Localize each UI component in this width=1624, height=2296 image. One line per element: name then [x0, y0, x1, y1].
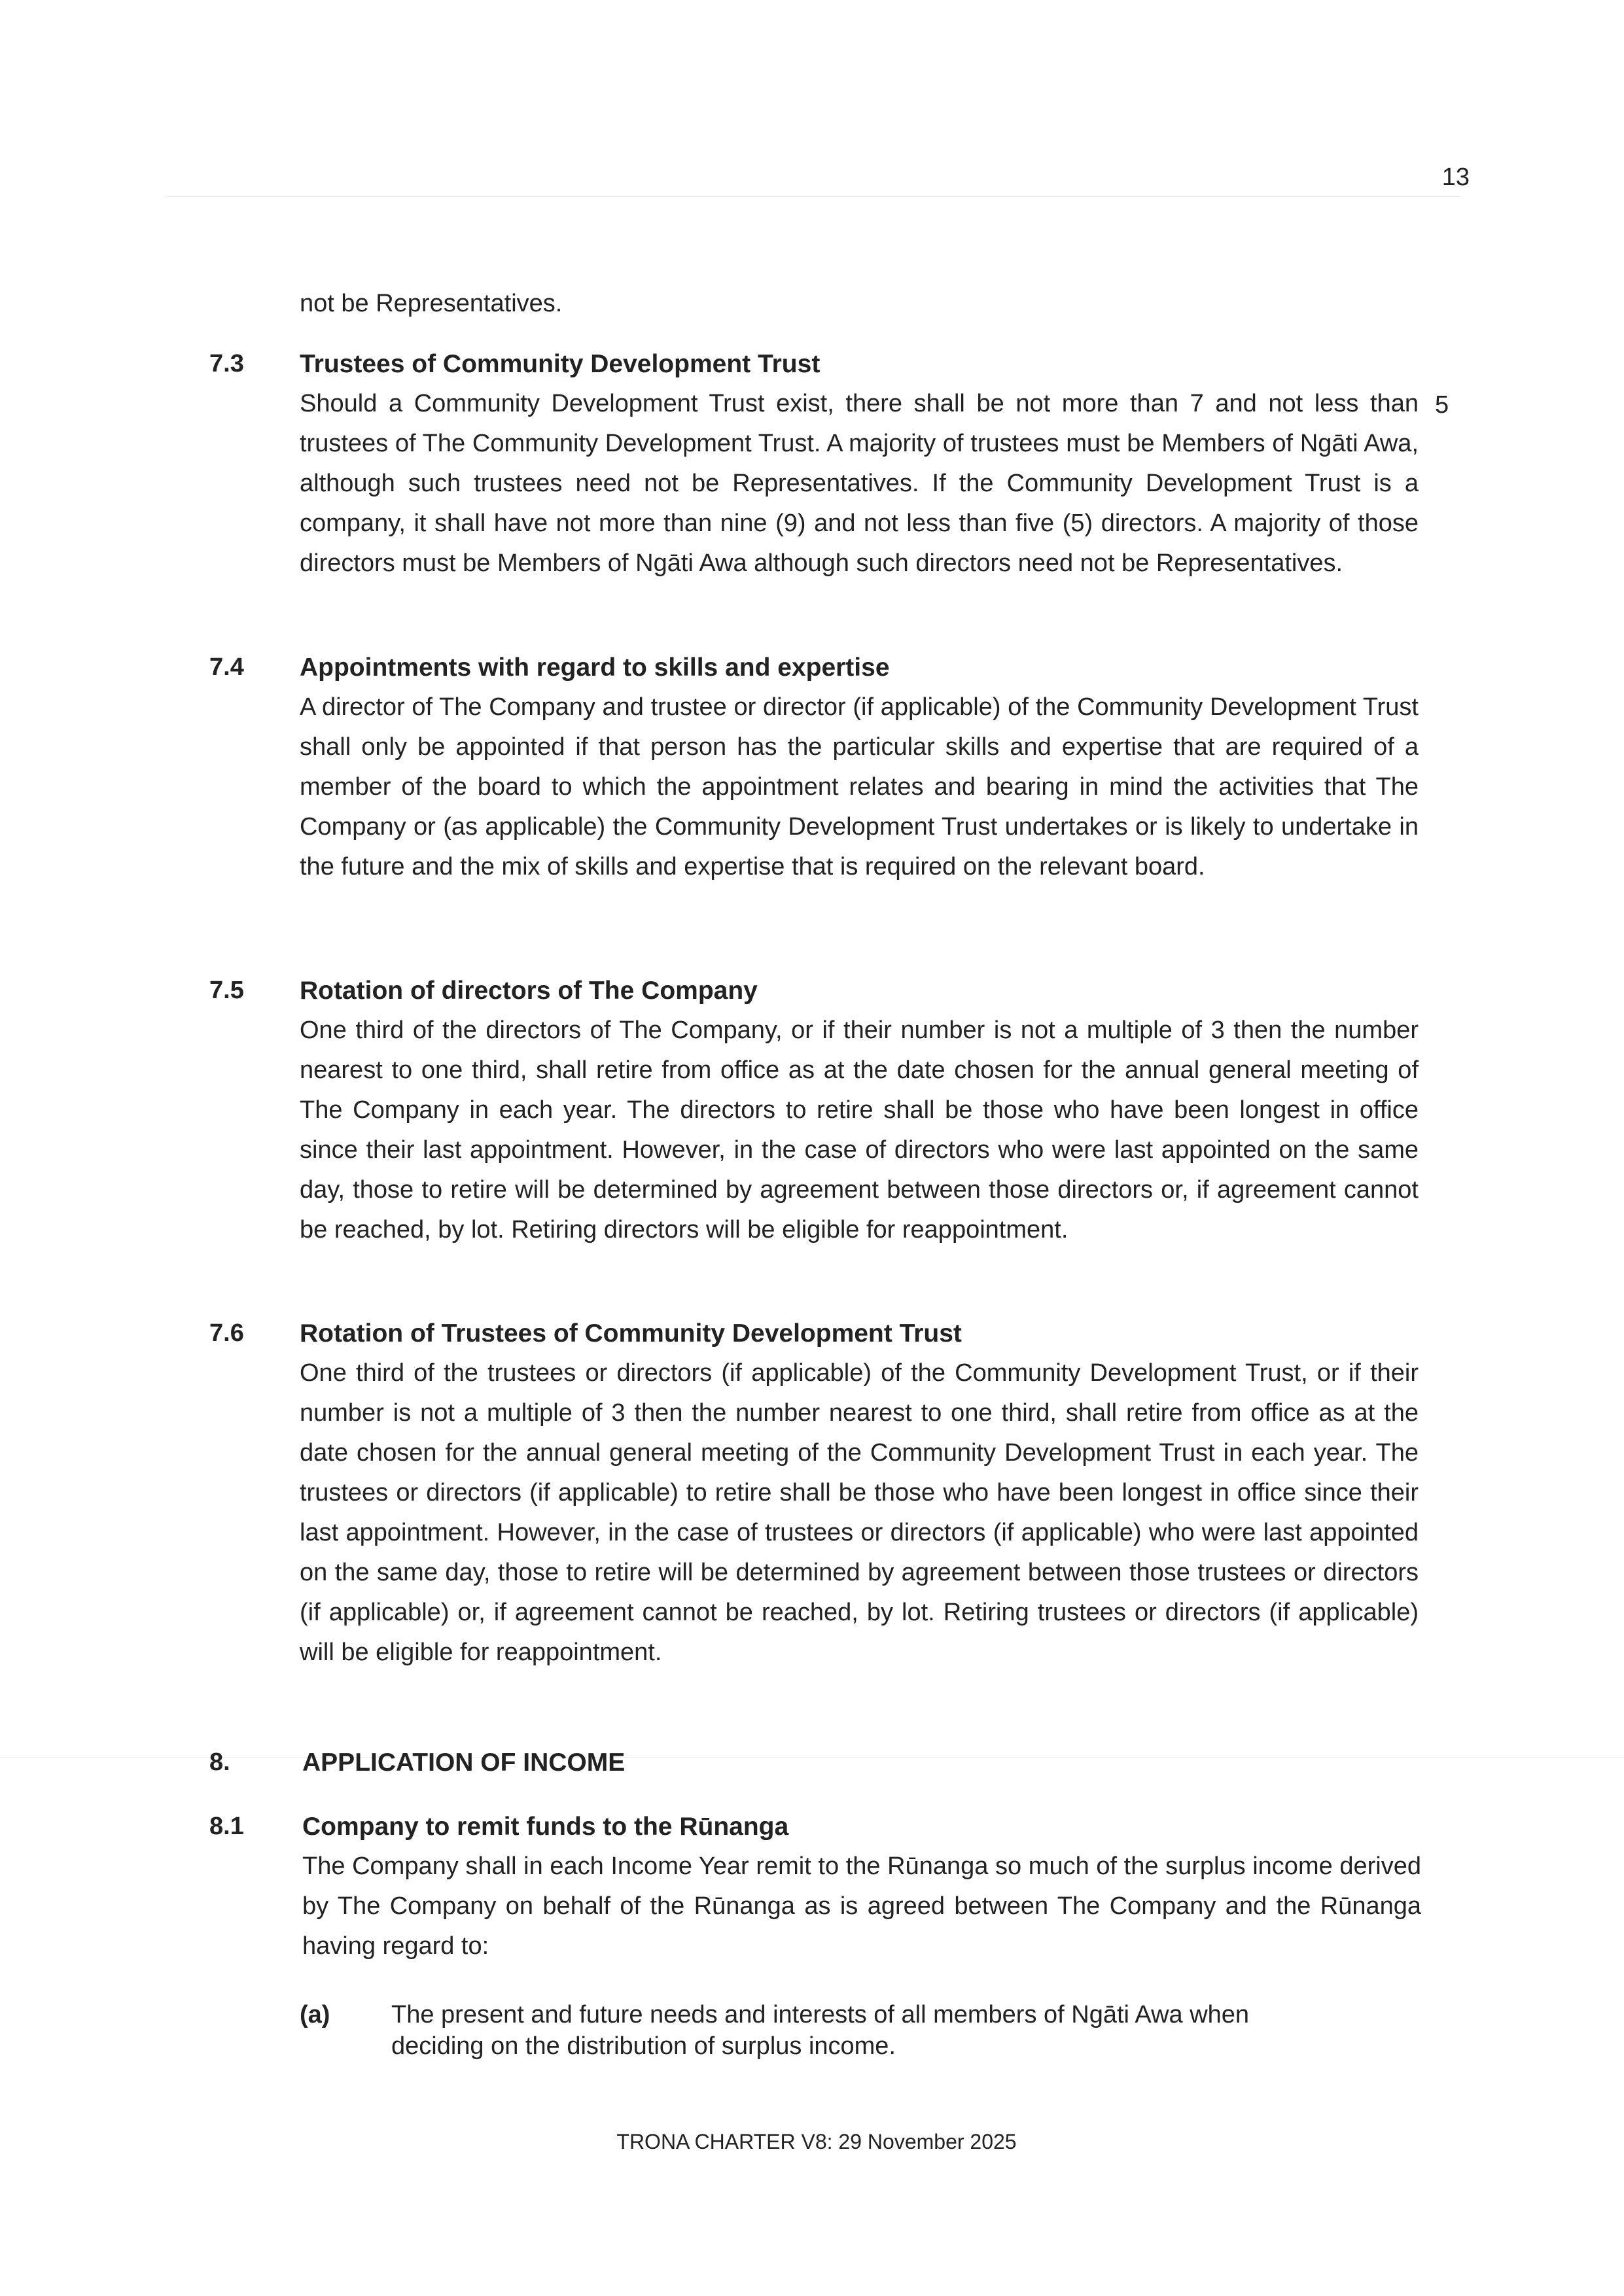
section-heading: APPLICATION OF INCOME: [302, 1748, 626, 1777]
clause-number: 7.6: [209, 1319, 244, 1347]
clause-number: 7.4: [209, 653, 244, 681]
clause-text: Should a Community Development Trust exist, there shall be not more than 7 and not less than trustees of The Community Development Trust. A majority of trustees must be Members of Ngāti Awa, although such trustees need not be Representatives. If the Community Development Trust is a company, it shall have not more than nine (9) and not less than five (5) directors. A majority of those directors must be Members of Ngāti Awa although such directors need not be Representatives.: [300, 390, 1419, 577]
clause-heading: Rotation of Trustees of Community Development Trust: [300, 1319, 962, 1348]
clause-heading: Appointments with regard to skills and expertise: [300, 653, 890, 682]
clause-text: A director of The Company and trustee or director (if applicable) of the Community Development Trust shall only be appointed if that person has the particular skills and expertise that are required of a member of the board to which the appointment relates and bearing in mind the activities that The Company or (as applicable) the Community Development Trust undertakes or is likely to undertake in the future and the mix of skills and expertise that is required on the relevant board.: [300, 693, 1419, 880]
clause-number: 7.5: [209, 977, 244, 1004]
page-number: 13: [1441, 164, 1470, 191]
subitem-label: (a): [300, 2001, 330, 2028]
clause-heading: Company to remit funds to the Rūnanga: [302, 1813, 789, 1841]
clause-heading: Trustees of Community Development Trust: [300, 350, 821, 378]
section-number: 8.: [209, 1748, 230, 1776]
subitem-text: The present and future needs and interests of all members of Ngāti Awa when deciding on the distribution of surplus income.: [391, 2001, 1250, 2060]
clause-text: One third of the trustees or directors (if applicable) of the Community Development Trust, or if their number is not a multiple of 3 then the number nearest to one third, shall retire from office as at the date chosen for the annual general meeting of the Community Development Trust in each year. The trustees or directors (if applicable) to retire shall be those who have been longest in office since their last appointment. However, in the case of trustees or directors (if applicable) who were last appointed on the same day, those to retire will be determined by agreement between those trustees or directors (if applicable) or, if agreement cannot be reached, by lot. Retiring trustees or directors (if applicable) will be eligible for reappointment.: [300, 1359, 1419, 1666]
clause-heading: Rotation of directors of The Company: [300, 977, 758, 1005]
header-rule: [164, 196, 1460, 197]
clause-text: The Company shall in each Income Year remit to the Rūnanga so much of the surplus income derived by The Company on behalf of the Rūnanga as is agreed between The Company and the Rūnanga having regard to:: [302, 1852, 1421, 1960]
clause-number: 8.1: [209, 1813, 244, 1840]
continuation-text: not be Representatives.: [300, 290, 563, 317]
clause-text: One third of the directors of The Company, or if their number is not a multiple of 3 then the number nearest to one third, shall retire from office as at the date chosen for the annual general meeting of The Company in each year. The directors to retire shall be those who have been longest in office since their last appointment. However, in the case of directors who were last appointed on the same day, those to retire will be determined by agreement between those directors or, if agreement cannot be reached, by lot. Retiring directors will be eligible for reappointment.: [300, 1017, 1419, 1244]
footer: TRONA CHARTER V8: 29 November 2025: [616, 2130, 1017, 2153]
clause-number: 7.3: [209, 350, 244, 377]
margin-mark: 5: [1435, 391, 1449, 419]
